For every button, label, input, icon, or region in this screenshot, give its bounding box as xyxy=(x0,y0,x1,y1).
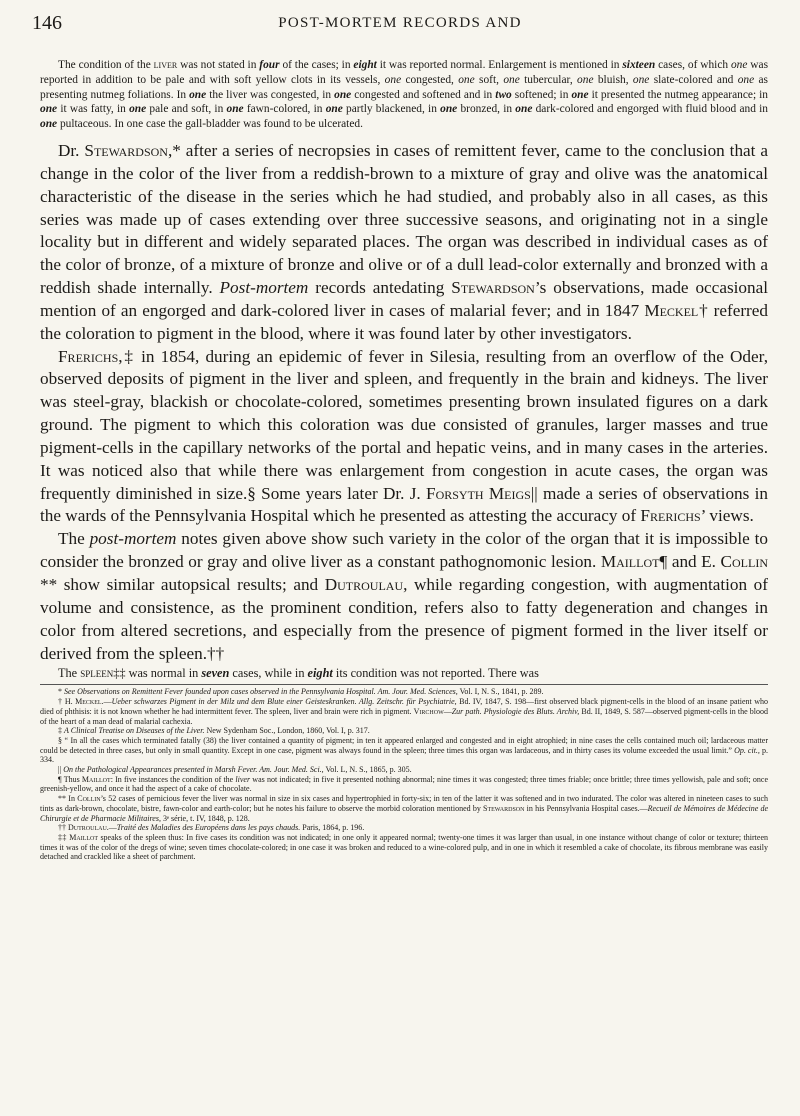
footnote-7: ** In Collin’s 52 cases of pernicious fever the liver was normal in size in six cases and hypertrophied in forty-six; in ten of the latter it was softened and in two indurated. The color was altered in nineteen cases to such tints as dark-brown, chocolate, bistre, fawn-color and earth-color; but he notes his failure to observe the morbid coloration mentioned by Stewardson in his Pennsylvania Hospital cases.—Recueil de Mémoires de Médecine de Chirurgie et de Pharmacie Militaires, 3ᵉ série, t. IV, 1848, p. 128. xyxy=(40,794,769,823)
footnotes xyxy=(40,687,768,862)
footnote-6: ¶ Thus Maillot: In five instances the condition of the liver was not indicated; in five it presented nothing abnormal; nine times it was congested; three times friable; once brittle; three times yellowish, pale and soft; once greenish-yellow, and once it had the aspect of a cake of chocolate. xyxy=(40,774,768,794)
paragraph-post-mortem-notes: The post-mortem notes given above show such variety in the color of the organ that it is impossible to consider the bronzed or gray and olive liver as a constant pathognomonic lesion. Maillot¶ and E. Collin ** show similar autopsical results; and Dutroulau, while regarding congestion, with augmentation of volume and consistence, as the prominent condition, refers also to fatty degeneration and changes in color from altered secretions, and especially from the presence of pigment formed in the liver itself or derived from the spleen.†† xyxy=(40,529,768,663)
paragraph-liver-condition: The condition of the liver was not stated in four of the cases; in eight it was reported normal. Enlargement is mentioned in sixteen cases, of which one was reported in addition to be pale and with soft yellow clots in its vessels, one congested, one soft, one tubercular, one bluish, one slate-colored and one as presenting nutmeg foliations. In one the liver was congested, in one congested and softened and in two softened; in one it presented the nutmeg appearance; in one it was fatty, in one pale and soft, in one fawn-colored, in one partly blackened, in one bronzed, in one dark-colored and engorged with fluid blood and in one pultaceous. In one case the gall-bladder was found to be ulcerated. xyxy=(40,59,769,131)
page-header xyxy=(0,0,800,40)
running-head: POST-MORTEM RECORDS AND xyxy=(278,15,522,31)
paragraph-stewardson: Dr. Stewardson,* after a series of necropsies in cases of remittent fever, came to the conclusion that a change in the color of the liver from a reddish-brown to a mixture of gray and olive was the anatomical characteristic of the disease in the series which he had studied, and probably also in all cases, as this series was made up of cases extending over three successive seasons, and originating not in a single locality but in different and widely separated places. The organ was described in individual cases as of the color of bronze, of a mixture of bronze and olive or of a dull lead-color externally and bronzed with a reddish shade internally. Post-mortem records antedating Stewardson’s observations, made occasional mention of an engorged and dark-colored liver in cases of malarial fever; and in 1847 Meckel† referred the coloration to pigment in the blood, where it was found later by other investigators. xyxy=(40,140,768,343)
footnote-1: * See Observations on Remittent Fever founded upon cases observed in the Pennsylvania Hospital. Am. Jour. Med. Sciences, Vol. I, N. S., 1841, p. 289. xyxy=(58,687,544,697)
paragraph-frerichs: Frerichs,‡ in 1854, during an epidemic of fever in Silesia, resulting from an overflow of the Oder, observed deposits of pigment in the liver and spleen, and frequently in the brain and kidneys. The liver was steel-gray, blackish or chocolate-colored, sometimes presenting brown insulated figures on a dark ground. The pigment to which this coloration was due consisted of granules, larger masses and true pigment-cells in the capillary networks of the portal and hepatic veins, and in many cases in the arteries. It was noticed also that while there was enlargement from congestion in acute cases, the organ was frequently diminished in size.§ Some years later Dr. J. Forsyth Meigs|| made a series of observations in the wards of the Pennsylvania Hospital which he presented as attesting the accuracy of Frerichs’ views. xyxy=(40,346,768,526)
footnote-4: § “ In all the cases which terminated fatally (38) the liver contained a quantity of pigment; in ten it appeared enlarged and congested and in eight atrophied; in nine cases the cells contained much oil; lardaceous matter could be detected in three cases, but only in small quantity. Except in one case, pigment was always found in the spleen; three times this organ was lardaceous, and in thirty cases its volume exceeded the usual limit.” Op. cit., p. 334. xyxy=(40,735,769,765)
footnote-3: ‡ A Clinical Treatise on Diseases of the Liver. New Sydenham Soc., London, 1860, Vol. I, p. 317. xyxy=(58,726,370,736)
footnote-2: † H. Meckel.—Ueber schwarzes Pigment in der Milz und dem Blute einer Geisteskranken. Allg. Zeitschr. für Psychiatrie, Bd. IV, 1847, S. 198—first observed black pigment-cells in the blood of an insane patient who died of phthisis: it is not known whether he had intermittent fever. The spleen, liver and brain were rich in pigment. Virchow—Zur path. Physiologie des Bluts. Archiv, Bd. II, 1849, S. 587—observed pigment-cells in the blood of the heart of a man dead of malarial cachexia. xyxy=(40,697,768,726)
page-number: 146 xyxy=(32,12,62,34)
footnote-9: ‡‡ Maillot speaks of the spleen thus: In five cases its condition was not indicated; in one only it appeared normal; twenty-one times it was larger than usual, in one instance without change of color or texture; thirteen times it was of the color of the dregs of wine; seven times chocolate-colored; in one case it was broken and reduced to a wine-colored pulp, and in one in which it resembled a cake of chocolate, its fibrous membrane was easily detached and crackled like a sheet of parchment. xyxy=(40,832,768,862)
footnote-8: †† Dutroulau.—Traité des Maladies des Européens dans les pays chauds. Paris, 1864, p. 196. xyxy=(58,823,365,833)
footnote-divider xyxy=(40,684,768,685)
body-text xyxy=(40,58,768,862)
footnote-5: || On the Pathological Appearances presented in Marsh Fever. Am. Jour. Med. Sci., Vol. L, N. S., 1865, p. 305. xyxy=(58,765,412,775)
paragraph-spleen: The spleen‡‡ was normal in seven cases, while in eight its condition was not reported. There was xyxy=(58,666,539,681)
